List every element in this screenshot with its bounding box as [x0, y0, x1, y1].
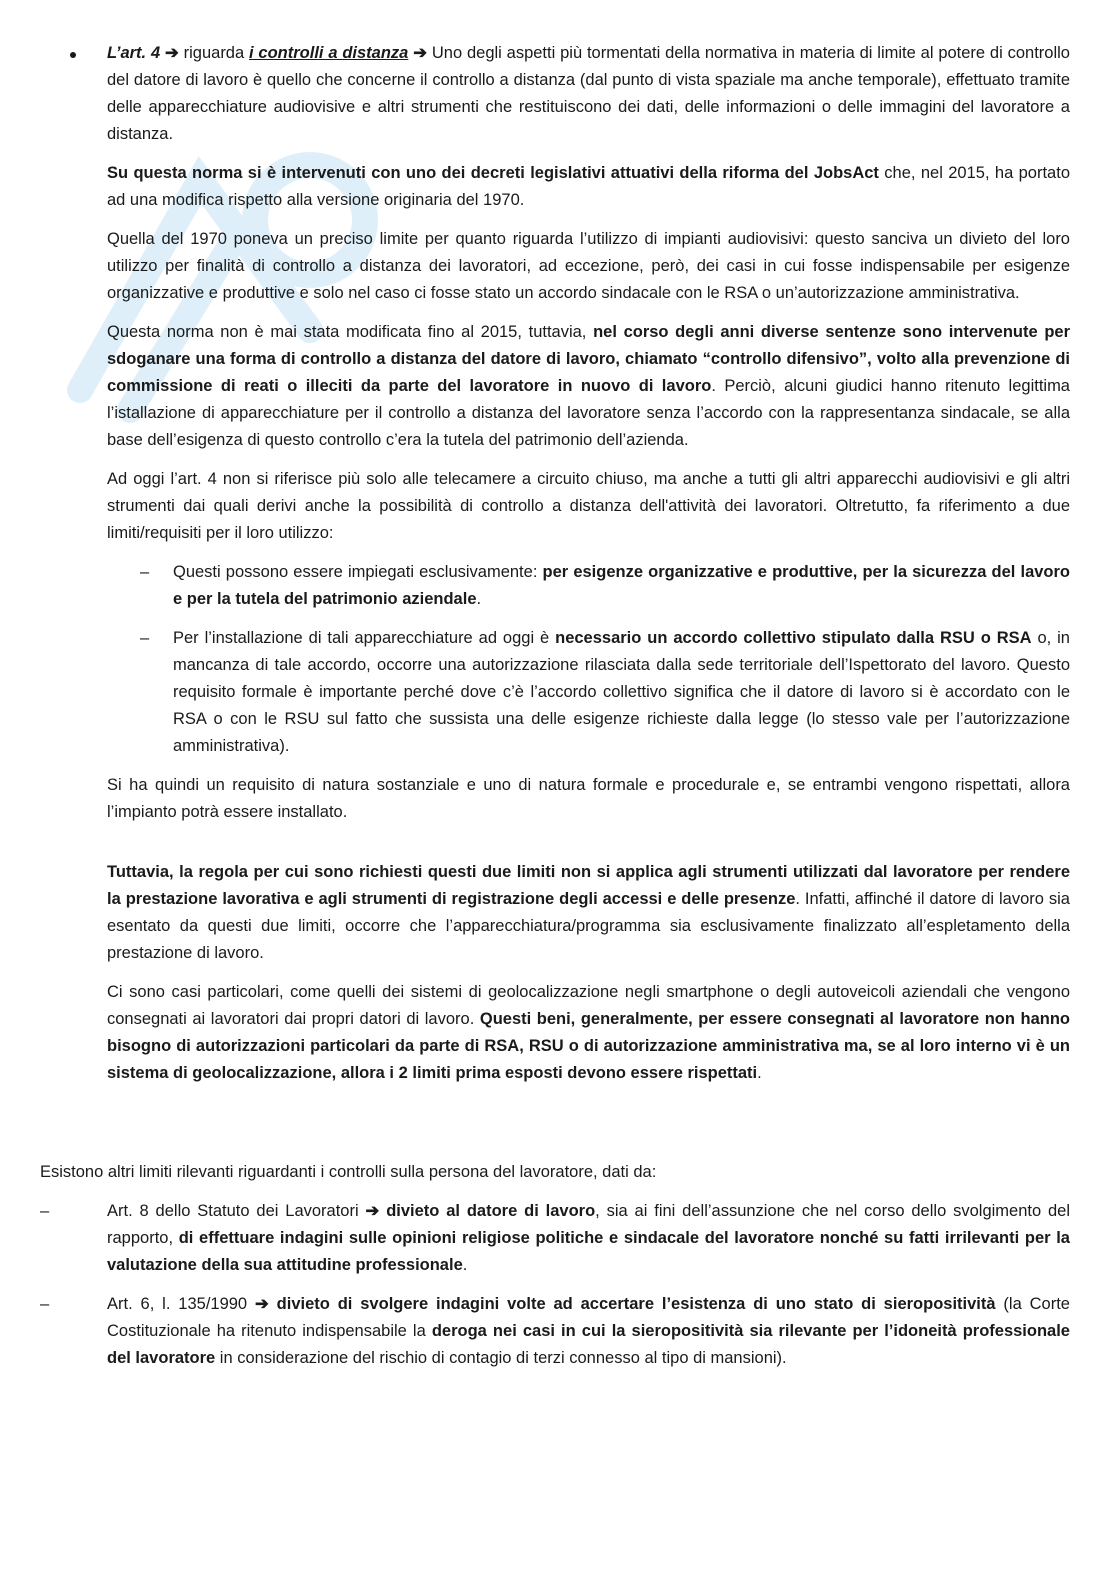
requirement-bold: per esigenze organizzative e produttive, per la sicurezza del lavoro e per la tutela del patrimonio aziendale [173, 563, 1070, 608]
requirements-summary-paragraph: Si ha quindi un requisito di natura sostanziale e uno di natura formale e procedurale e, se entrambi vengono rispettati, allora l’impianto potrà essere installato. [107, 776, 1070, 821]
art6-text: Art. 6, l. 135/1990 ➔ divieto di svolgere indagini volte ad accertare l’esistenza di uno stato di sieropositività (la Corte Costituzionale ha ritenuto indispensabile la deroga nei casi in cui la sieropositività sia rilevante per l’idoneità professionale del lavoratore in considerazione del rischio di contagio di terzi connesso al tipo di mansioni). [107, 1295, 1070, 1367]
arrow-right-icon: ➔ [254, 1295, 269, 1313]
dash-bullet-icon: – [40, 1295, 50, 1313]
arrow-right-icon: ➔ [164, 44, 179, 62]
requirement-text: Per l’installazione di tali apparecchiature ad oggi è necessario un accordo collettivo stipulato dalla RSU o RSA o, in mancanza di tale accordo, occorre una autorizzazione rilasciata dalla sede territoriale dell’Ispettorato del lavoro. Questo requisito formale è importante perché dove c’è l’accordo collettivo significa che il datore di lavoro si è accordato con le RSA o con le RSU sul fatto che sussista una delle esigenze richieste dalla legge (lo stesso vale per l’autorizzazione amministrativa). [173, 629, 1070, 755]
dash-bullet-icon: – [40, 1202, 50, 1220]
exemption-text: . Infatti, affinché il datore di lavoro sia esentato da questi due limiti, occorre che l’apparecchiatura/programma sia esclusivamente finalizzato all’espletamento della prestazione di lavoro. [107, 890, 1070, 962]
document-body [0, 40, 1116, 1372]
geolocation-intro: Ci sono casi particolari, come quelli dei sistemi di geolocalizzazione negli smartphone o degli autoveicoli aziendali che vengono consegnati ai lavoratori dai propri datori di lavoro. [107, 983, 1070, 1028]
art4-text: Uno degli aspetti più tormentati della normativa in materia di limite al potere di controllo del datore di lavoro è quello che concerne il controllo a distanza (dal punto di vista spaziale ma anche temporale), effettuato tramite delle apparecchiature audiovisive e altri strumenti che restituiscono dei dati, delle informazioni o delle immagini del lavoratore a distanza. [107, 44, 1070, 143]
art4-bullet-item [0, 40, 1116, 148]
jobsact-bold: Su questa norma si è intervenuti con uno dei decreti legislativi attuativi della riforma del JobsAct [107, 164, 879, 182]
exemption-paragraph [0, 859, 1116, 967]
arrow-right-icon: ➔ [413, 44, 428, 62]
p4-intro: Questa norma non è mai stata modificata fino al 2015, tuttavia, [107, 323, 594, 341]
dash-bullet-icon: – [140, 563, 150, 581]
controllo-difensivo-paragraph [0, 319, 1116, 454]
jobsact-paragraph [0, 160, 1116, 214]
exemption-bold: Tuttavia, la regola per cui sono richiesti questi due limiti non si applica agli strumenti utilizzati dal lavoratore per rendere la prestazione lavorativa e agli strumenti di registrazione degli accessi e delle presenze [107, 863, 1070, 908]
p4-bold: nel corso degli anni diverse sentenze sono intervenute per sdoganare una forma di controllo a distanza del datore di lavoro, chiamato “controllo difensivo”, volto alla prevenzione di commissione di reati o illeciti da parte del lavoratore in nuovo di lavoro [107, 323, 1070, 395]
requirement-item [0, 625, 1116, 760]
arrow-right-icon: ➔ [365, 1202, 380, 1220]
bullet-dot-icon [70, 52, 76, 58]
dash-bullet-icon: – [140, 629, 150, 647]
requirement-bold: necessario un accordo collettivo stipulato dalla RSU o RSA [555, 629, 1032, 647]
law-1970-paragraph: Quella del 1970 poneva un preciso limite per quanto riguarda l’utilizzo di impianti audiovisivi: questo sanciva un divieto del loro utilizzo per finalità di controllo a distanza dei lavoratori, ad eccezione, però, dei casi in cui fosse indispensabile per esigenze organizzative e produttive e solo nel caso ci fosse stato un accordo sindacale con le RSA o un’autorizzazione amministrativa. [107, 230, 1070, 302]
requirement-text: Questi possono essere impiegati esclusivamente: per esigenze organizzative e produttive, per la sicurezza del lavoro e per la tutela del patrimonio aziendale. [173, 563, 1070, 608]
art4-label: L’art. 4 [107, 44, 161, 62]
art6-item [0, 1291, 1116, 1372]
art4-topic: i controlli a distanza [249, 44, 409, 62]
art8-item [0, 1198, 1116, 1279]
other-limits-intro: Esistono altri limiti rilevanti riguardanti i controlli sulla persona del lavoratore, dati da: [40, 1163, 657, 1181]
requirement-item [0, 559, 1116, 613]
art4-paragraph [107, 40, 1070, 148]
jobsact-text: che, nel 2015, ha portato ad una modifica rispetto alla versione originaria del 1970. [107, 164, 1070, 209]
art4-mid: riguarda [178, 44, 249, 62]
art8-text: Art. 8 dello Statuto dei Lavoratori ➔ divieto al datore di lavoro, sia ai fini dell’assunzione che nel corso dello svolgimento del rapporto, di effettuare indagini sulle opinioni religiose politiche e sindacale del lavoratore nonché su fatti irrilevanti per la valutazione della sua attitudine professionale. [107, 1202, 1071, 1274]
geolocation-bold: Questi beni, generalmente, per essere consegnati al lavoratore non hanno bisogno di autorizzazioni particolari da parte di RSA, RSU o di autorizzazione amministrativa ma, se al loro interno vi è un sistema di geolocalizzazione, allora i 2 limiti prima esposti devono essere rispettati [107, 1010, 1070, 1082]
art4-today-paragraph: Ad oggi l’art. 4 non si riferisce più solo alle telecamere a circuito chiuso, ma anche a tutti gli altri apparecchi audiovisivi e gli altri strumenti dai quali derivi anche la possibilità di controllo a distanza dell'attività dei lavoratori. Oltretutto, fa riferimento a due limiti/requisiti per il loro utilizzo: [107, 470, 1070, 542]
geolocation-paragraph: Ci sono casi particolari, come quelli dei sistemi di geolocalizzazione negli smartphone o degli autoveicoli aziendali che vengono consegnati ai lavoratori dai propri datori di lavoro. Questi beni, generalmente, per essere consegnati al lavoratore non hanno bisogno di autorizzazioni particolari da parte di RSA, RSU o di autorizzazione amministrativa ma, se al loro interno vi è un sistema di geolocalizzazione, allora i 2 limiti prima esposti devono essere rispettati. [107, 983, 1070, 1082]
p4-text: . Perciò, alcuni giudici hanno ritenuto legittima l’istallazione di apparecchiature per il controllo a distanza del lavoratore senza l’accordo con la rappresentanza sindacale, se alla base dell’esigenza di questo controllo c’era la tutela del patrimonio dell’azienda. [107, 377, 1070, 449]
